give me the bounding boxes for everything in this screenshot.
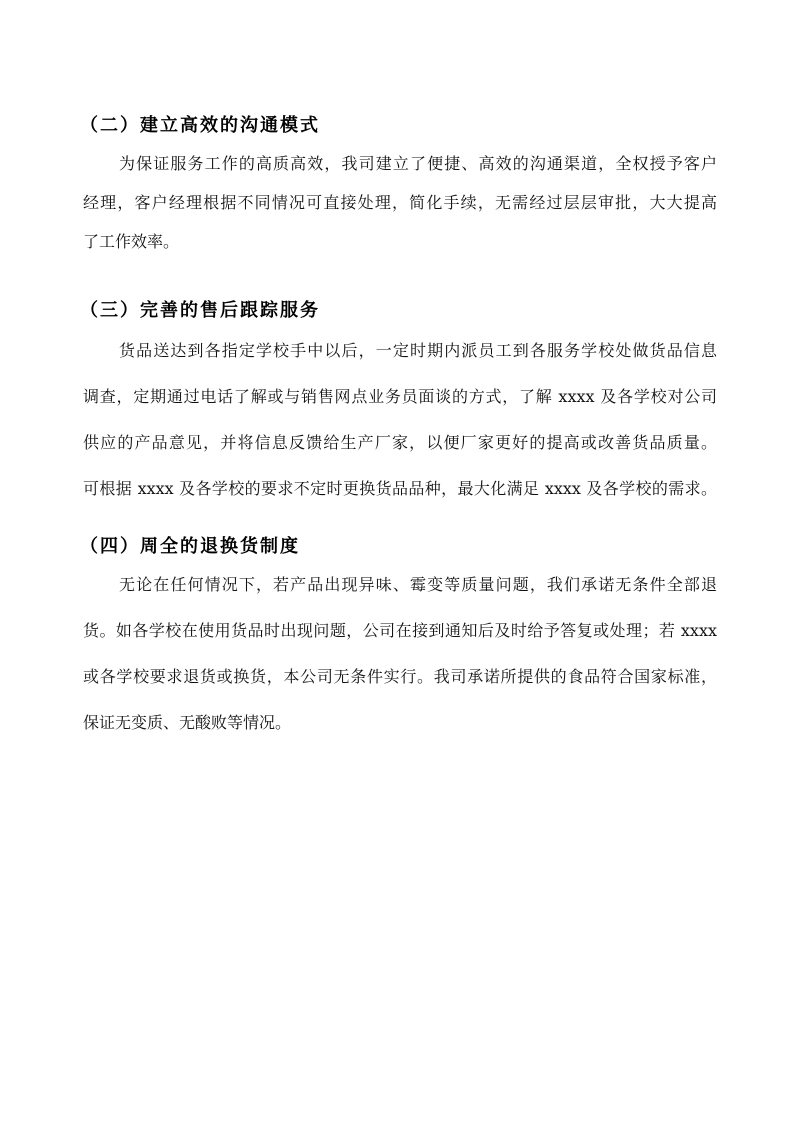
- paragraph-line: 供应的产品意见，并将信息反馈给生产厂家，以便厂家更好的提高或改善货品质量。: [83, 433, 717, 452]
- section-heading-communication: （二）建立高效的沟通模式: [80, 115, 320, 136]
- paragraph-line: 或各学校要求退货或换货，本公司无条件实行。我司承诺所提供的食品符合国家标准，: [83, 667, 717, 686]
- paragraph-line: 货。如各学校在使用货品时出现问题，公司在接到通知后及时给予答复或处理；若 xxxx: [83, 621, 717, 640]
- paragraph-line: 调查，定期通过电话了解或与销售网点业务员面谈的方式，了解 xxxx 及各学校对公司: [83, 387, 717, 406]
- paragraph-line: 经理，客户经理根据不同情况可直接处理，简化手续，无需经过层层审批，大大提高: [83, 193, 717, 212]
- paragraph-line: 无论在任何情况下，若产品出现异味、霉变等质量问题，我们承诺无条件全部退: [119, 575, 717, 594]
- paragraph-line: 货品送达到各指定学校手中以后，一定时期内派员工到各服务学校处做货品信息: [119, 341, 717, 360]
- paragraph-line: 了工作效率。: [83, 232, 180, 251]
- paragraph-line: 保证无变质、无酸败等情况。: [83, 713, 292, 732]
- paragraph-line: 为保证服务工作的高质高效，我司建立了便捷、高效的沟通渠道，全权授予客户: [119, 154, 717, 173]
- paragraph-line: 可根据 xxxx 及各学校的要求不定时更换货品品种，最大化满足 xxxx 及各学校的需求。: [83, 479, 717, 498]
- section-heading-after-sales: （三）完善的售后跟踪服务: [80, 300, 320, 321]
- section-heading-returns: （四）周全的退换货制度: [80, 536, 300, 557]
